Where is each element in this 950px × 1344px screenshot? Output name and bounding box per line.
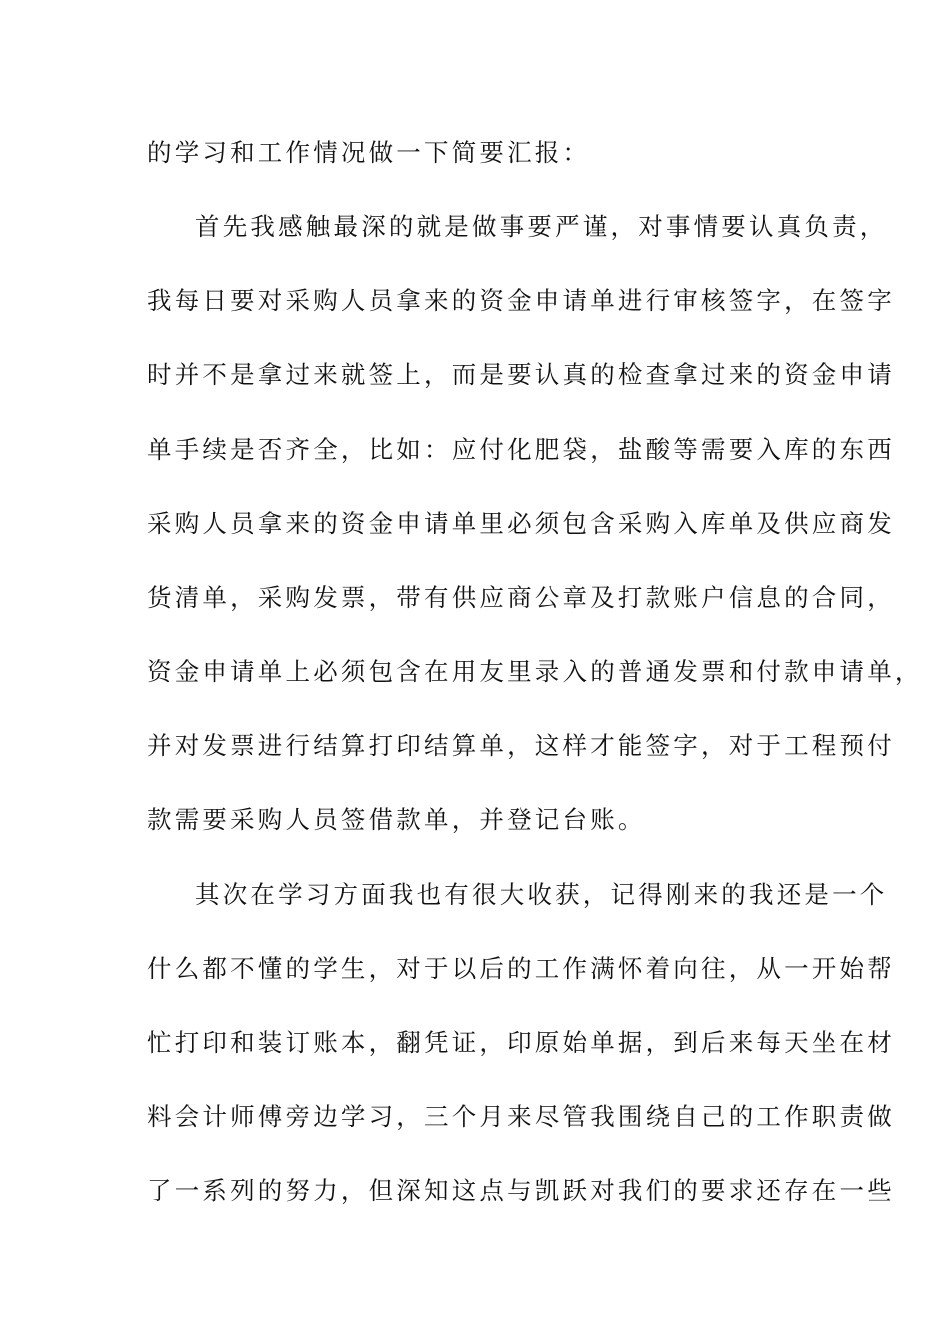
text-line-15: 了一系列的努力，但深知这点与凯跃对我们的要求还存在一些 [147,1176,895,1205]
text-line-9: 并对发票进行结算打印结算单，这样才能签字，对于工程预付 [147,731,895,760]
paragraph-start-line: 其次在学习方面我也有很大收获，记得刚来的我还是一个 [195,880,888,909]
text-line-13: 忙打印和装订账本，翻凭证，印原始单据，到后来每天坐在材 [147,1028,895,1057]
text-line-5: 单手续是否齐全，比如：应付化肥袋，盐酸等需要入库的东西 [147,435,895,464]
text-line-12: 什么都不懂的学生，对于以后的工作满怀着向往，从一开始帮 [147,954,895,983]
text-line-8: 资金申请单上必须包含在用友里录入的普通发票和付款申请单， [147,657,923,686]
text-line-10: 款需要采购人员签借款单，并登记台账。 [147,805,646,834]
text-line-3: 我每日要对采购人员拿来的资金申请单进行审核签字，在签字 [147,286,895,315]
text-line-1: 的学习和工作情况做一下简要汇报： [147,138,591,167]
text-line-6: 采购人员拿来的资金申请单里必须包含采购入库单及供应商发 [147,509,895,538]
text-line-4: 时并不是拿过来就签上，而是要认真的检查拿过来的资金申请 [147,360,895,389]
text-line-7: 货清单，采购发票，带有供应商公章及打款账户信息的合同， [147,583,895,612]
text-line-14: 料会计师傅旁边学习，三个月来尽管我围绕自己的工作职责做 [147,1102,895,1131]
paragraph-start-line: 首先我感触最深的就是做事要严谨，对事情要认真负责， [195,212,888,241]
